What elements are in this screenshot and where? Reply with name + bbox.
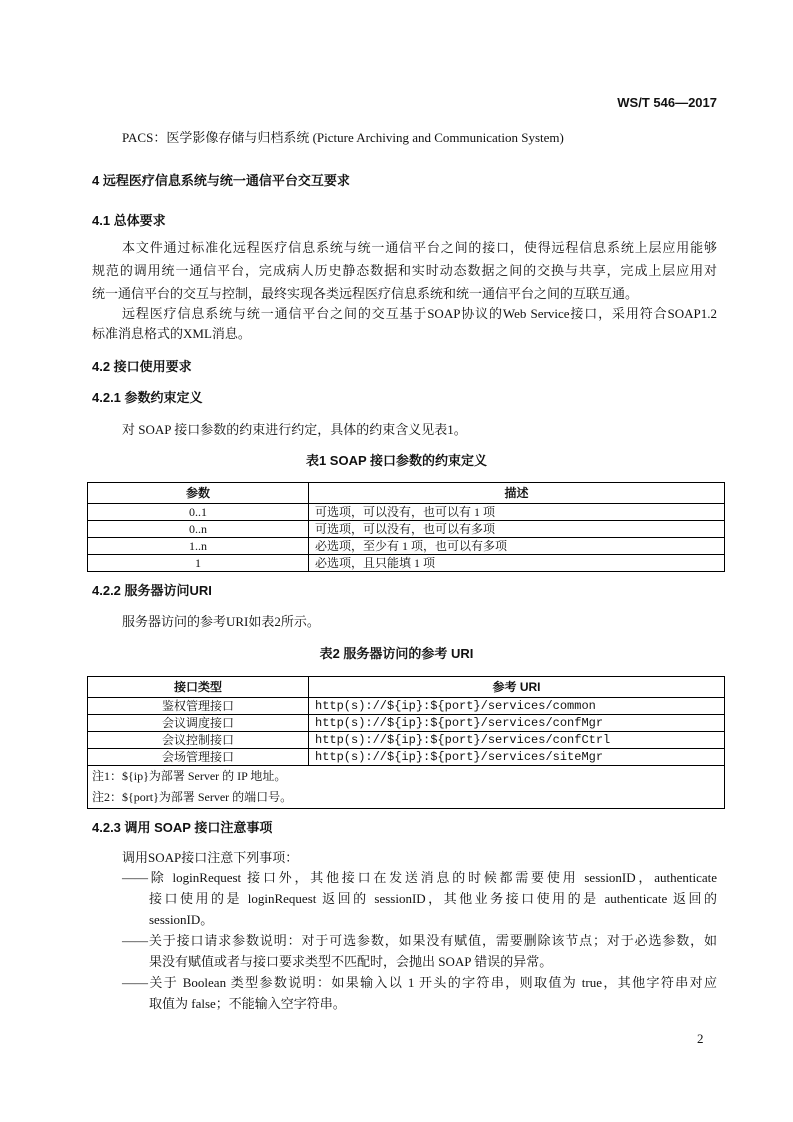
paragraph: 服务器访问的参考URI如表2所示。 [122, 614, 320, 629]
doc-code: WS/T 546—2017 [617, 95, 717, 110]
table-header-row [88, 483, 725, 504]
cell: http(s)://${ip}:${port}/services/common [309, 698, 725, 715]
table-row [88, 732, 725, 749]
section-4-1-heading: 4.1 总体要求 [92, 213, 166, 228]
paragraph: 对 SOAP 接口参数的约束进行约定，具体的约束含义见表1。 [122, 422, 467, 437]
table-row [88, 504, 725, 521]
section-4-2-1-heading: 4.2.1 参数约束定义 [92, 390, 203, 405]
list-item-line: 果没有赋值或者与接口要求类型不匹配时，会抛出 SOAP 错误的异常。 [149, 954, 553, 969]
paragraph: 调用SOAP接口注意下列事项： [122, 850, 299, 865]
list-item-line: sessionID。 [149, 912, 214, 927]
section-4-2-2-heading: 4.2.2 服务器访问URI [92, 583, 212, 598]
table-row [88, 698, 725, 715]
list-item-line: 取值为 false；不能输入空字符串。 [149, 996, 346, 1011]
paragraph-line: 远程医疗信息系统与统一通信平台之间的交互基于SOAP协议的Web Service接口，采用符合SOAP1.2 [122, 306, 717, 321]
cell: 0..1 [88, 504, 309, 521]
table-2-caption: 表2 服务器访问的参考 URI [319, 646, 474, 661]
page-number: 2 [697, 1031, 704, 1046]
pacs-definition: PACS：医学影像存储与归档系统 (Picture Archiving and Communication System) [122, 130, 564, 145]
table-1-caption: 表1 SOAP 接口参数的约束定义 [305, 453, 488, 468]
cell: 必选项，至少有 1 项，也可以有多项 [309, 538, 725, 555]
cell: 会场管理接口 [88, 749, 309, 766]
table-row [88, 521, 725, 538]
cell: 必选项，且只能填 1 项 [309, 555, 725, 572]
table-2 [87, 676, 725, 809]
cell: 1 [88, 555, 309, 572]
column-header: 参考 URI [309, 677, 725, 698]
paragraph-line: 本文件通过标准化远程医疗信息系统与统一通信平台之间的接口，使得远程信息系统上层应用能够 [122, 240, 717, 255]
table-1 [87, 482, 725, 572]
table-row [88, 715, 725, 732]
list-item-line: ——关于接口请求参数说明：对于可选参数，如果没有赋值，需要删除该节点；对于必选参数，如 [122, 933, 717, 948]
table-header-row [88, 677, 725, 698]
list-item-line: ——除 loginRequest 接口外，其他接口在发送消息的时候都需要使用 sessionID，authenticate [122, 870, 717, 885]
section-4-2-heading: 4.2 接口使用要求 [92, 359, 192, 374]
table-row [88, 749, 725, 766]
table-row [88, 538, 725, 555]
cell: http(s)://${ip}:${port}/services/confCtrl [309, 732, 725, 749]
cell: http(s)://${ip}:${port}/services/confMgr [309, 715, 725, 732]
cell: 1..n [88, 538, 309, 555]
table-note-row [88, 786, 725, 809]
paragraph-line: 标准消息格式的XML消息。 [92, 326, 251, 341]
list-item-line: ——关于 Boolean 类型参数说明：如果输入以 1 开头的字符串，则取值为 true，其他字符串对应 [122, 975, 717, 990]
table-note-row [88, 766, 725, 787]
cell: 会议调度接口 [88, 715, 309, 732]
section-4-heading: 4 远程医疗信息系统与统一通信平台交互要求 [92, 173, 350, 188]
column-header: 参数 [88, 483, 309, 504]
cell: http(s)://${ip}:${port}/services/siteMgr [309, 749, 725, 766]
cell: 可选项，可以没有，也可以有 1 项 [309, 504, 725, 521]
section-4-2-3-heading: 4.2.3 调用 SOAP 接口注意事项 [92, 820, 273, 835]
table-row [88, 555, 725, 572]
list-item-line: 接口使用的是 loginRequest 返回的 sessionID，其他业务接口使用的是 authenticate 返回的 [149, 891, 717, 906]
cell: 鉴权管理接口 [88, 698, 309, 715]
paragraph-line: 规范的调用统一通信平台，完成病人历史静态数据和实时动态数据之间的交换与共享，完成上层应用对 [92, 263, 717, 278]
column-header: 接口类型 [88, 677, 309, 698]
table-note: 注1：${ip}为部署 Server 的 IP 地址。 [88, 766, 725, 787]
paragraph-line: 统一通信平台的交互与控制，最终实现各类远程医疗信息系统和统一通信平台之间的互联互通。 [92, 286, 639, 301]
column-header: 描述 [309, 483, 725, 504]
table-note: 注2：${port}为部署 Server 的端口号。 [88, 786, 725, 809]
cell: 可选项，可以没有，也可以有多项 [309, 521, 725, 538]
cell: 会议控制接口 [88, 732, 309, 749]
cell: 0..n [88, 521, 309, 538]
